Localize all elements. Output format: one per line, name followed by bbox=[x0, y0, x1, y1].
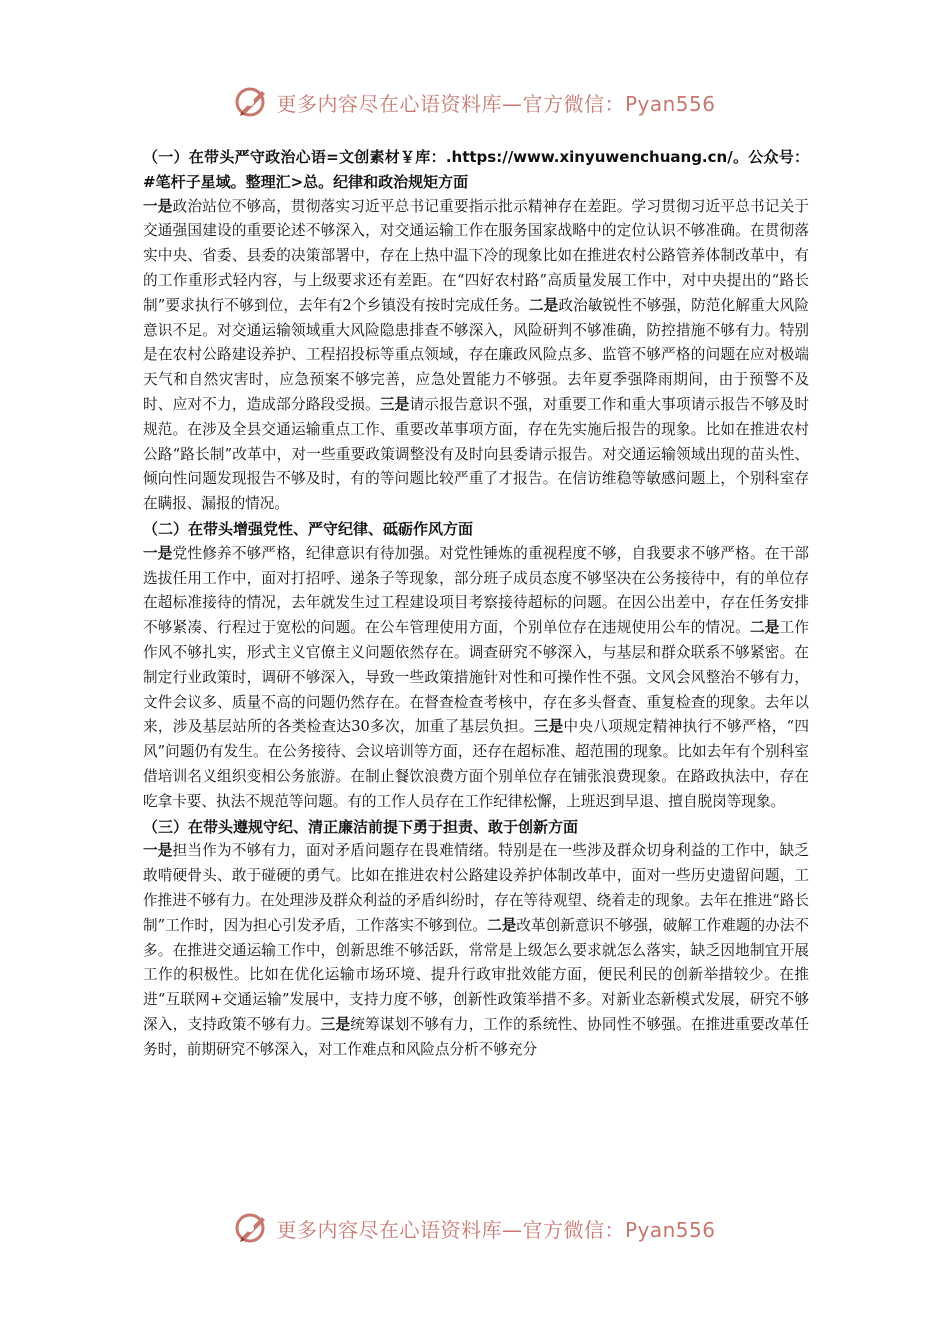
pen-logo-icon bbox=[234, 84, 270, 120]
point-lead: 三是 bbox=[379, 395, 410, 413]
section-paragraph bbox=[143, 195, 809, 517]
point-lead: 一是 bbox=[143, 842, 173, 860]
point-lead: 二是 bbox=[749, 619, 780, 637]
pen-logo-icon bbox=[234, 1210, 270, 1246]
point-lead: 三是 bbox=[533, 718, 564, 736]
point-lead: 一是 bbox=[143, 197, 173, 215]
point-text: 统筹谋划不够有力，工作的系统性、协同性不够强。在推进重要改革任务时，前期研究不够深入，对工作难点和风险点分析不够充分 bbox=[143, 1015, 809, 1058]
point-text: 担当作为不够有力，面对矛盾问题存在畏难情绪。特别是在一些涉及群众切身利益的工作中，缺乏敢啃硬骨头、敢于碰硬的勇气。比如在推进农村公路建设养护体制改革中，面对一些历史遗留问题，工作推进不够有力。在处理涉及群众利益的矛盾纠纷时，存在等待观望、绕着走的现象。去年在推进“路长制”工作时，因为担心引发矛盾，工作落实不够到位。 bbox=[143, 842, 809, 934]
point-text: 工作作风不够扎实，形式主义官僚主义问题依然存在。调查研究不够深入，与基层和群众联系不够紧密。在制定行业政策时，调研不够深入，导致一些政策措施针对性和可操作性不强。文风会风整治不够有力，文件会议多、质量不高的问题仍然存在。在督查检查考核中，存在多头督查、重复检查的现象。去年以来，涉及基层站所的各类检查达30多次，加重了基层负担。 bbox=[143, 619, 809, 736]
point-lead: 一是 bbox=[143, 544, 173, 562]
section-heading: （一）在带头严守政治心语=文创素材￥库：.https://www.xinyuwenchuang.cn/。公众号：#笔杆子星域。整理汇>总。纪律和政治规矩方面 bbox=[143, 148, 809, 191]
watermark-text: 更多内容尽在心语资料库—官方微信：Pyan556 bbox=[276, 91, 716, 116]
point-lead: 三是 bbox=[320, 1015, 351, 1033]
point-text: 政治敏锐性不够强，防范化解重大风险意识不足。对交通运输领域重大风险隐患排查不够深入，风险研判不够准确，防控措施不够有力。特别是在农村公路建设养护、工程招投标等重点领域，存在廉政风险点多、监管不够严格的问题在应对极端天气和自然灾害时，应急预案不够完善，应急处置能力不够强。去年夏季强降雨期间，由于预警不及时、应对不力，造成部分路段受损。 bbox=[143, 296, 809, 413]
point-lead: 二是 bbox=[487, 916, 517, 934]
watermark-banner-bottom bbox=[0, 1208, 950, 1248]
section-paragraph bbox=[143, 839, 809, 1062]
point-lead: 二是 bbox=[528, 296, 559, 314]
section-paragraph bbox=[143, 542, 809, 815]
point-text: 请示报告意识不强，对重要工作和重大事项请示报告不够及时规范。在涉及全县交通运输重点工作、重要改革事项方面，存在先实施后报告的现象。比如在推进农村公路“路长制”改革中，对一些重要政策调整没有及时向县委请示报告。对交通运输领域出现的苗头性、倾向性问题发现报告不够及时，有的等问题比较严重了才报告。在信访维稳等敏感问题上，个别科室存在瞒报、漏报的情况。 bbox=[143, 395, 809, 513]
point-text: 党性修养不够严格，纪律意识有待加强。对党性锤炼的重视程度不够，自我要求不够严格。在干部选拔任用工作中，面对打招呼、递条子等现象，部分班子成员态度不够坚决在公务接待中，有的单位存在超标准接待的情况，去年就发生过工程建设项目考察接待超标的问题。在因公出差中，存在任务安排不够紧凑、行程过于宽松的问题。在公车管理使用方面，个别单位存在违规使用公车的情况。 bbox=[143, 544, 809, 637]
document-body bbox=[143, 145, 809, 1062]
point-text: 政治站位不够高，贯彻落实习近平总书记重要指示批示精神存在差距。学习贯彻习近平总书记关于交通强国建设的重要论述不够深入，对交通运输工作在服务国家战略中的定位认识不够准确。在贯彻落实中央、省委、县委的决策部署中，存在上热中温下冷的现象比如在推进农村公路管养体制改革中，有的工作重形式轻内容，与上级要求还有差距。在“四好农村路”高质量发展工作中，对中央提出的“路长制”要求执行不够到位，去年有2个乡镇没有按时完成任务。 bbox=[143, 197, 809, 314]
point-text: 改革创新意识不够强，破解工作难题的办法不多。在推进交通运输工作中，创新思维不够活跃，常常是上级怎么要求就怎么落实，缺乏因地制宜开展工作的积极性。比如在优化运输市场环境、提升行政审批效能方面，便民利民的创新举措较少。在推进“互联网+交通运输”发展中，支持力度不够，创新性政策举措不多。对新业态新模式发展，研究不够深入，支持政策不够有力。 bbox=[143, 916, 809, 1033]
point-text: 中央八项规定精神执行不够严格，“四风”问题仍有发生。在公务接待、会议培训等方面，还存在超标准、超范围的现象。比如去年有个别科室借培训名义组织变相公务旅游。在制止餐饮浪费方面个别单位存在铺张浪费现象。在路政执法中，存在吃拿卡要、执法不规范等问题。有的工作人员存在工作纪律松懈，上班迟到早退、擅自脱岗等现象。 bbox=[143, 718, 809, 810]
watermark-text: 更多内容尽在心语资料库—官方微信：Pyan556 bbox=[276, 1217, 716, 1242]
section-heading: （三）在带头遵规守纪、清正廉洁前提下勇于担责、敢于创新方面 bbox=[143, 817, 579, 836]
watermark-banner-top bbox=[0, 82, 950, 122]
section-heading: （二）在带头增强党性、严守纪律、砥砺作风方面 bbox=[143, 519, 474, 538]
